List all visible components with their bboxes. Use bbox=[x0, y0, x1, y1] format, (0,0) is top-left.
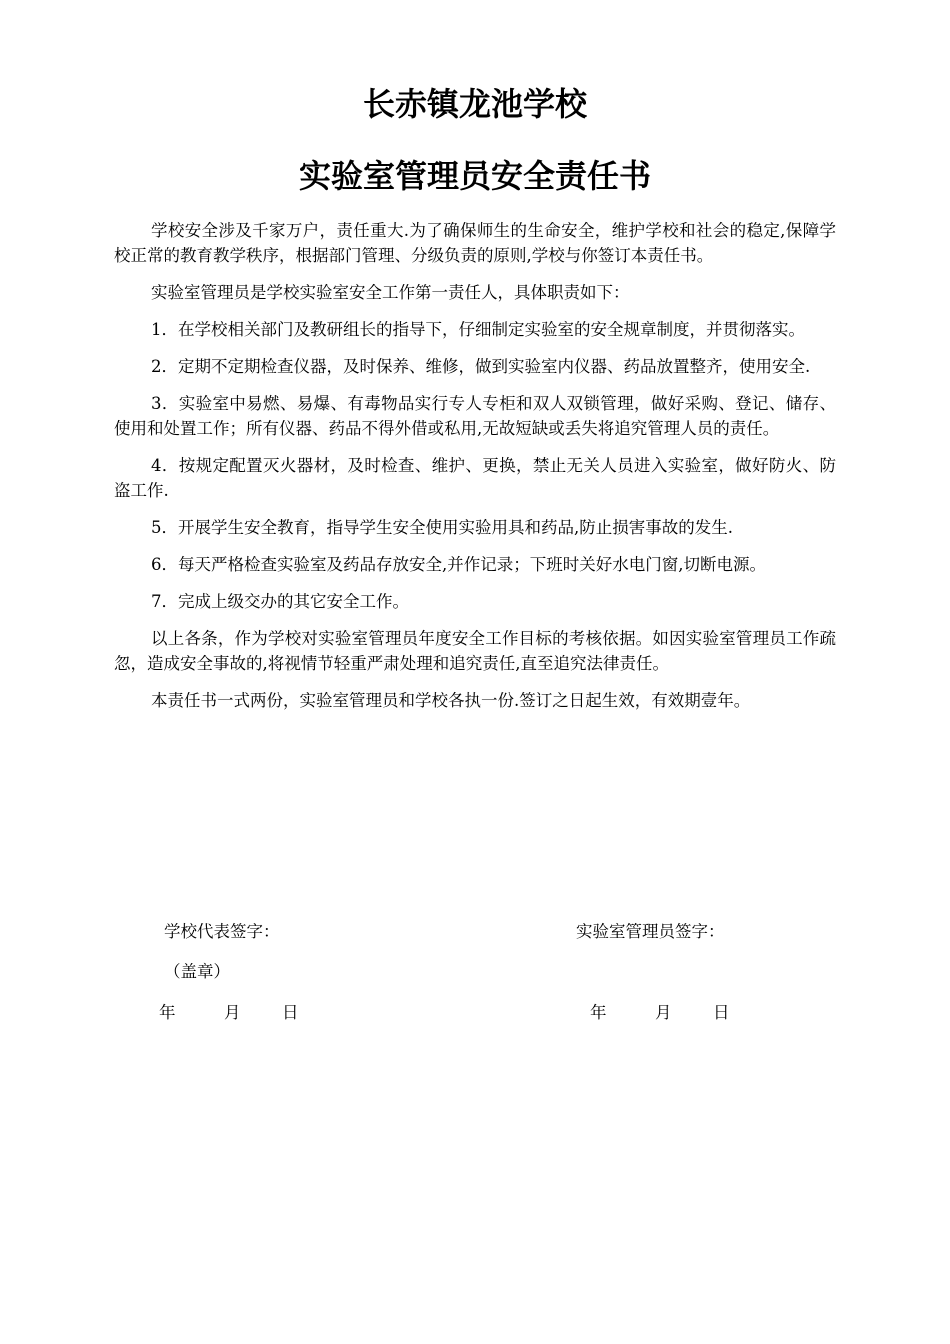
duties-intro-paragraph: 实验室管理员是学校实验室安全工作第一责任人，具体职责如下： bbox=[151, 283, 630, 302]
duty-item-6: 6．每天严格检查实验室及药品存放安全,并作记录；下班时关好水电门窗,切断电源。 bbox=[151, 555, 766, 574]
duty-item-2: 2．定期不定期检查仪器，及时保养、维修，做到实验室内仪器、药品放置整齐，使用安全. bbox=[151, 357, 811, 376]
school-name-title: 长赤镇龙池学校 bbox=[362, 85, 587, 123]
duty-item-3: 3．实验室中易燃、易爆、有毒物品实行专人专柜和双人双锁管理，做好采购、登记、储存、使用和处置工作；所有仪器、药品不得外借或私用,无故短缺或丢失将追究管理人员的责任。 bbox=[114, 394, 836, 438]
duty-item-7: 7．完成上级交办的其它安全工作。 bbox=[151, 592, 409, 611]
school-date-day: 日 bbox=[282, 1003, 299, 1022]
lab-admin-date bbox=[590, 1000, 730, 1025]
document-title: 实验室管理员安全责任书 bbox=[298, 157, 651, 195]
intro-paragraph: 学校安全涉及千家万户，责任重大.为了确保师生的生命安全，维护学校和社会的稳定,保障学校正常的教育教学秩序，根据部门管理、分级负责的原则,学校与你签订本责任书。 bbox=[114, 221, 836, 265]
duty-item-1: 1．在学校相关部门及教研组长的指导下，仔细制定实验室的安全规章制度，并贯彻落实。 bbox=[151, 320, 805, 339]
duty-item-4: 4．按规定配置灭火器材，及时检查、维护、更换，禁止无关人员进入实验室，做好防火、防盗工作. bbox=[114, 456, 836, 500]
lab-admin-date-month: 月 bbox=[655, 1003, 672, 1022]
lab-admin-date-day: 日 bbox=[713, 1003, 730, 1022]
lab-admin-signature-label: 实验室管理员签字： bbox=[576, 922, 725, 941]
school-date-month: 月 bbox=[224, 1003, 241, 1022]
lab-admin-date-year: 年 bbox=[590, 1003, 607, 1022]
validity-paragraph: 本责任书一式两份，实验室管理员和学校各执一份.签订之日起生效，有效期壹年。 bbox=[151, 691, 751, 710]
document-body bbox=[114, 218, 836, 725]
duty-item-5: 5．开展学生安全教育，指导学生安全使用实验用具和药品,防止损害事故的发生. bbox=[151, 518, 733, 537]
seal-label: （盖章） bbox=[164, 962, 230, 981]
school-date-year: 年 bbox=[159, 1003, 176, 1022]
assessment-paragraph: 以上各条，作为学校对实验室管理员年度安全工作目标的考核依据。如因实验室管理员工作疏忽，造成安全事故的,将视情节轻重严肃处理和追究责任,直至追究法律责任。 bbox=[114, 629, 836, 673]
school-date bbox=[159, 1000, 299, 1025]
school-rep-signature-label: 学校代表签字： bbox=[164, 922, 280, 941]
